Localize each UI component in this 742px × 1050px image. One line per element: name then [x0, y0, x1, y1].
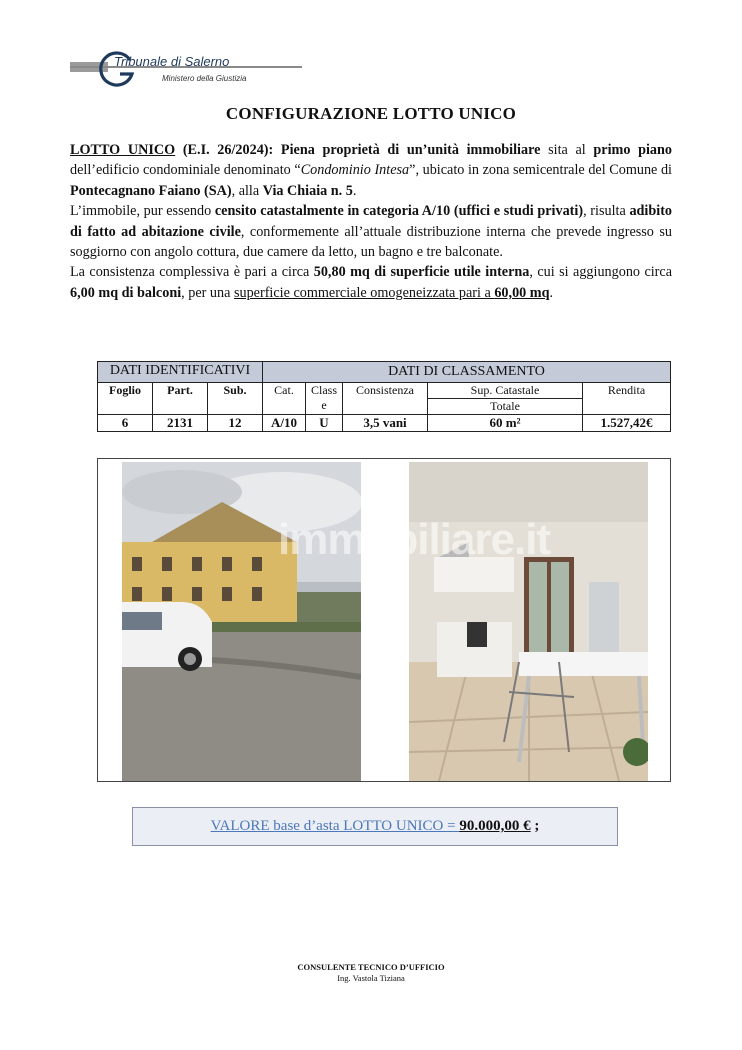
piena-text: Piena proprietà di un’unità immobiliare [280, 142, 541, 158]
watermark-text: immobiliare.it [278, 515, 551, 564]
col-sup: Sup. Catastale [428, 383, 583, 399]
mq-text: 50,80 mq di superficie utile interna [313, 264, 530, 281]
sita-text: sita al [540, 142, 594, 158]
condominio-name: Condominio Intesa [300, 162, 410, 179]
val-classe: U [306, 415, 343, 432]
p3-start: La consistenza complessiva è pari a circa [70, 264, 314, 281]
col-cat: Cat. [263, 383, 306, 415]
cadastral-table [97, 361, 671, 432]
interior-photo [409, 462, 648, 781]
dati-classamento-header: DATI DI CLASSAMENTO [263, 362, 671, 383]
col-consistenza: Consistenza [343, 383, 428, 415]
val-foglio: 6 [98, 415, 153, 432]
val-rendita: 1.527,42€ [583, 415, 671, 432]
col-sub: Sub. [208, 383, 263, 415]
p1-end: . [352, 182, 357, 199]
piano-text: primo piano [593, 142, 672, 158]
court-header [70, 48, 305, 90]
alla-text: , alla [231, 182, 263, 199]
page-title: CONFIGURAZIONE LOTTO UNICO [225, 104, 517, 123]
rest2-text: ”, ubicato in zona semicentrale del Comune di [409, 162, 672, 179]
footer [0, 962, 742, 984]
p3-mid: , cui si aggiungono circa [529, 264, 673, 281]
p3-end: . [549, 284, 554, 301]
val-sup: 60 m² [428, 415, 583, 432]
valore-box [132, 807, 618, 846]
p2-rest: , conformemente all’attuale distribuzione interna che prevede ingresso su soggiorno con angolo cottura, due camere da letto, un bagno e tre balconate. [70, 223, 672, 261]
col-rendita: Rendita [583, 383, 671, 415]
censito-text: censito catastalmente in categoria A/10 (uffici e studi privati) [214, 203, 584, 220]
photos-frame [97, 458, 671, 782]
adibito-text: adibito di fatto ad abitazione civile [70, 203, 673, 240]
risulta-text: , risulta [583, 203, 630, 220]
dati-identificativi-header: DATI IDENTIFICATIVI [98, 362, 263, 383]
via-name: Via Chiaia n. 5 [262, 182, 353, 199]
col-part: Part. [153, 383, 208, 415]
valore-amount: 90.000,00 € [459, 818, 531, 834]
rest1-text: dell’edificio condominiale denominato “ [70, 162, 301, 179]
valore-label: VALORE base d’asta LOTTO UNICO = [210, 818, 460, 834]
val-sub: 12 [208, 415, 263, 432]
footer-name: Ing. Vastola Tiziana [337, 973, 405, 983]
exterior-photo [122, 462, 361, 781]
description [70, 140, 672, 303]
p3-per: , per una [181, 284, 234, 301]
val-cat: A/10 [263, 415, 306, 432]
balconi-text: 6,00 mq di balconi [70, 284, 182, 301]
col-totale: Totale [428, 399, 583, 415]
comune-name: Pontecagnano Faiano (SA) [70, 182, 232, 199]
table-header-row [98, 362, 671, 383]
p2-start: L’immobile, pur essendo [70, 203, 215, 220]
val-part: 2131 [153, 415, 208, 432]
footer-role: CONSULENTE TECNICO D’UFFICIO [297, 962, 445, 972]
col-foglio: Foglio [98, 383, 153, 415]
col-classe: Class e [306, 383, 343, 415]
superficie-text: superficie commerciale omogeneizzata pari a [233, 284, 495, 301]
court-name: Tribunale di Salerno [114, 54, 230, 69]
val-consistenza: 3,5 vani [343, 415, 428, 432]
paragraph-lotto [70, 140, 672, 201]
table-columns-row [98, 383, 671, 399]
paragraph-immobile [70, 201, 672, 262]
paragraph-consistenza [70, 262, 672, 303]
total-mq: 60,00 mq [494, 284, 550, 301]
lotto-label: LOTTO UNICO [70, 142, 176, 158]
table-row [98, 415, 671, 432]
ei-ref: (E.I. 26/2024): [175, 142, 281, 158]
ministry-name: Ministero della Giustizia [162, 74, 247, 83]
valore-end: ; [530, 818, 540, 834]
